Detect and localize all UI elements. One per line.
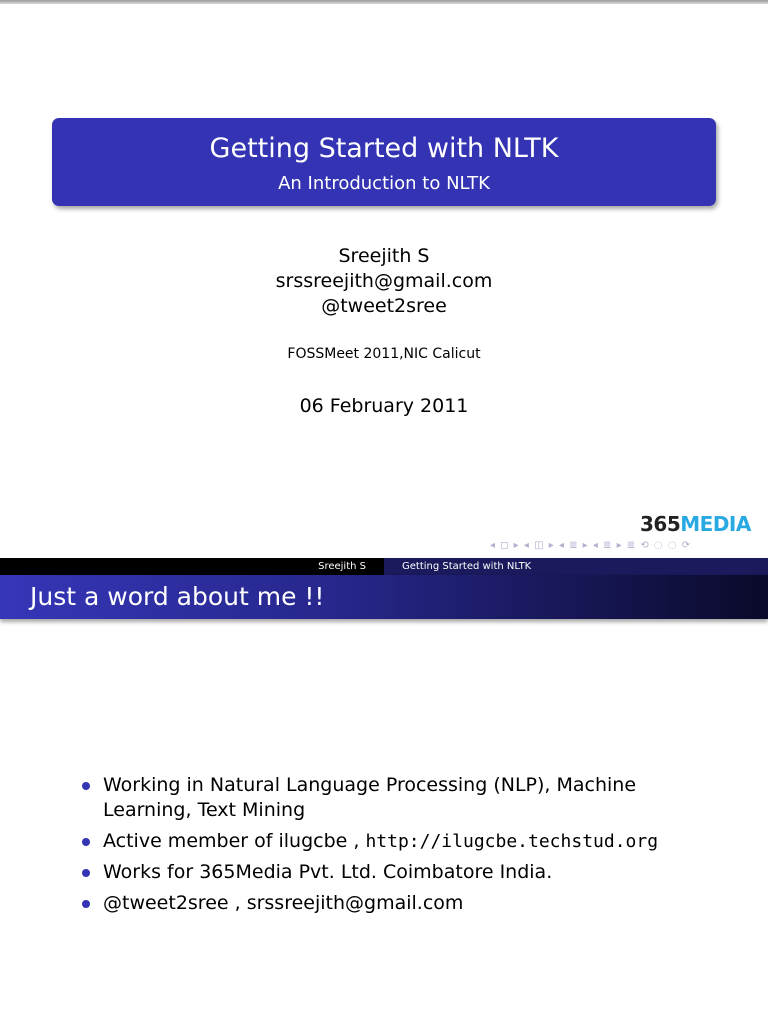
author-email: srssreejith@gmail.com	[275, 270, 493, 292]
title-box	[52, 118, 716, 206]
top-rule	[0, 0, 768, 4]
list-item	[82, 773, 722, 823]
headline-title: Getting Started with NLTK	[384, 558, 768, 575]
bullet-icon	[82, 900, 90, 908]
author-twitter: @tweet2sree	[321, 295, 447, 317]
list-item	[82, 829, 722, 854]
frame-title-text: Just a word about me !!	[30, 582, 325, 611]
bullet-icon	[82, 782, 90, 790]
headline-author: Sreejith S	[318, 561, 366, 572]
ilugcbe-link[interactable]: http://ilugcbe.techstud.org	[365, 831, 659, 852]
beamer-navigation-icons[interactable]: ◂ ◻ ▸ ◂ ◫ ▸ ◂ ≣ ▸ ◂ ≣ ▸ ≣ ⟲ ◌ ◌ ⟳	[490, 540, 692, 551]
bullet-text: Works for 365Media Pvt. Ltd. Coimbatore India.	[103, 861, 553, 883]
bullet-icon	[82, 838, 90, 846]
logo-number: 365	[640, 512, 681, 536]
bullet-list	[82, 773, 722, 922]
presentation-subtitle: An Introduction to NLTK	[278, 173, 490, 194]
logo-word: MEDIA	[680, 512, 751, 536]
bullet-icon	[82, 869, 90, 877]
365media-logo	[640, 512, 751, 536]
presentation-title: Getting Started with NLTK	[209, 133, 559, 164]
bullet-text: Active member of ilugcbe ,	[103, 830, 366, 852]
list-item	[82, 891, 722, 916]
frame-title	[0, 575, 768, 619]
presentation-date: 06 February 2011	[299, 395, 469, 417]
list-item	[82, 860, 722, 885]
institute: FOSSMeet 2011,NIC Calicut	[287, 346, 481, 362]
slide-headline	[0, 558, 768, 575]
author-name: Sreejith S	[338, 245, 430, 267]
bullet-text: @tweet2sree , srssreejith@gmail.com	[103, 892, 464, 914]
bullet-text: Working in Natural Language Processing (NLP), Machine Learning, Text Mining	[103, 774, 637, 821]
